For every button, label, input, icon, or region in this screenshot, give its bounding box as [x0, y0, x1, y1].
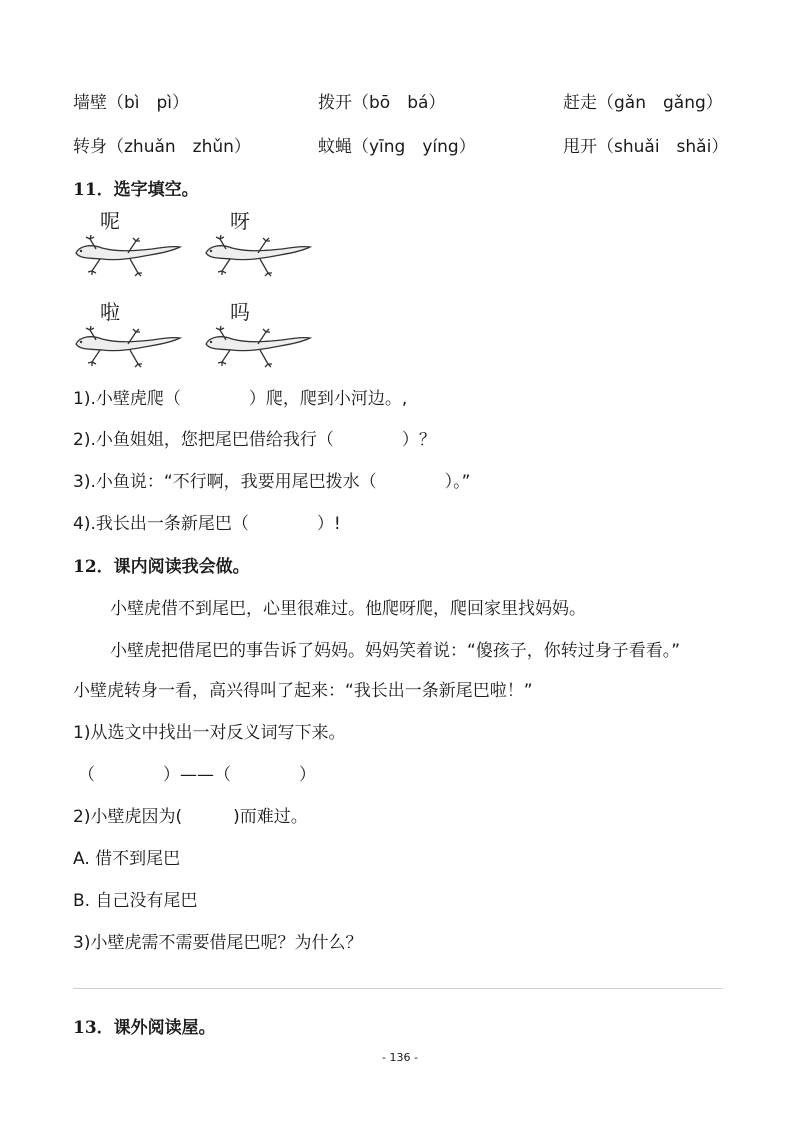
char-label: 呢: [100, 209, 120, 233]
reading-paragraph: 小壁虎转身一看，高兴得叫了起来：“我长出一条新尾巴啦！”: [73, 681, 533, 701]
pinyin-item: 甩开（shuǎi shǎi）: [563, 137, 729, 157]
char-label: 啦: [100, 300, 120, 324]
fill-blank-item: 3).小鱼说：“不行啊，我要用尾巴拨水（ ）。”: [73, 472, 471, 492]
reading-paragraph: 小壁虎把借尾巴的事告诉了妈妈。妈妈笑着说：“傻孩子，你转过身子看看。”: [110, 641, 681, 661]
pinyin-item: 拨开（bō bá）: [318, 93, 446, 113]
char-card: [72, 296, 182, 371]
sub-question: 1)从选文中找出一对反义词写下来。: [73, 723, 346, 743]
reading-paragraph: 小壁虎借不到尾巴，心里很难过。他爬呀爬，爬回家里找妈妈。: [110, 599, 586, 619]
gecko-illustration-icon: [72, 231, 182, 281]
gecko-illustration-icon: [202, 231, 312, 281]
char-card: [202, 296, 312, 371]
question-13-title: 13．课外阅读屋。: [73, 1018, 216, 1038]
gecko-illustration-icon: [72, 322, 182, 372]
question-12-title: 12．课内阅读我会做。: [73, 557, 250, 577]
page-number: - 136 -: [382, 1051, 418, 1064]
char-label: 吗: [230, 300, 250, 324]
question-11-title: 11．选字填空。: [73, 180, 199, 200]
option-b: B. 自己没有尾巴: [73, 891, 198, 911]
pinyin-item: 蚊蝇（yīng yíng）: [318, 137, 476, 157]
pinyin-item: 墙壁（bì pì）: [73, 93, 190, 113]
option-a: A. 借不到尾巴: [73, 849, 181, 869]
sub-question: 2)小壁虎因为( )而难过。: [73, 807, 308, 827]
gecko-illustration-icon: [202, 322, 312, 372]
fill-blank-item: 1).小壁虎爬（ ）爬，爬到小河边。,: [73, 389, 408, 409]
char-label: 呀: [230, 209, 250, 233]
sub-question: 3)小壁虎需不需要借尾巴呢？为什么？: [73, 933, 363, 953]
fill-blank-item: 4).我长出一条新尾巴（ ）!: [73, 514, 341, 534]
fill-blank-item: 2).小鱼姐姐，您把尾巴借给我行（ ）？: [73, 430, 436, 450]
answer-blank: （ ）——（ ）: [78, 765, 316, 785]
char-card: [72, 205, 182, 280]
char-card: [202, 205, 312, 280]
pinyin-item: 转身（zhuǎn zhǔn）: [73, 137, 251, 157]
pinyin-item: 赶走（gǎn gǎng）: [563, 93, 723, 113]
divider: [73, 988, 723, 989]
